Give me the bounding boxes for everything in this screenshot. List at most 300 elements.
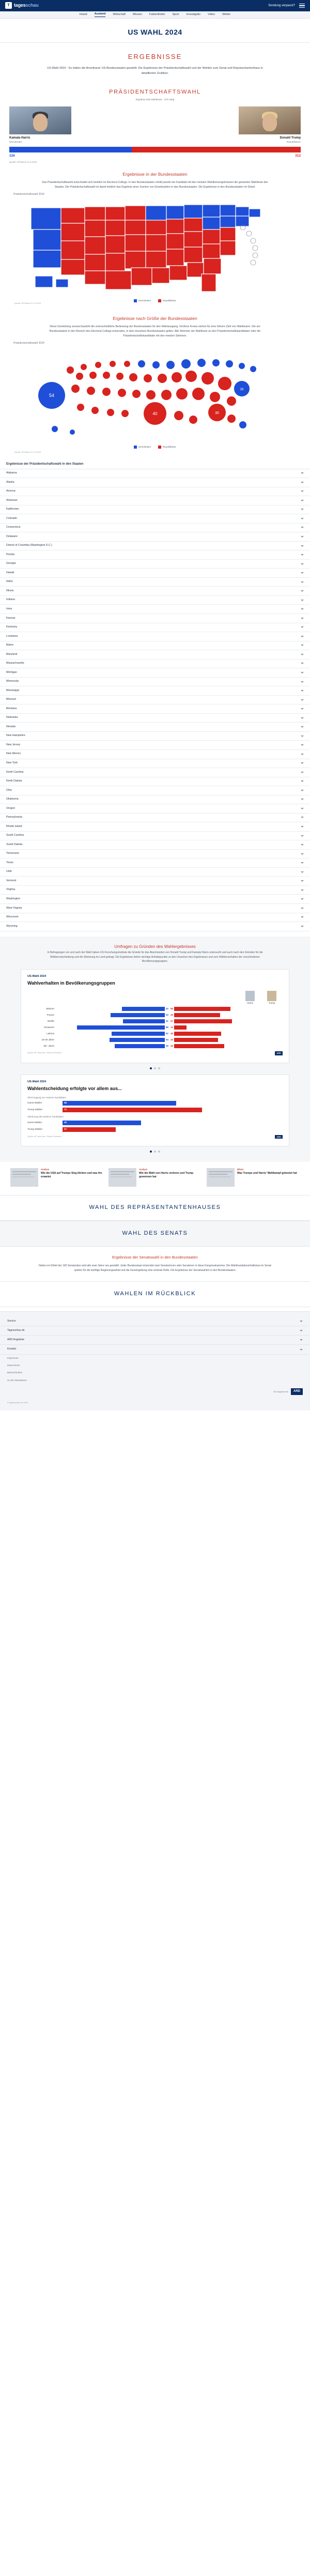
nav-item-video[interactable]: Video: [208, 12, 215, 16]
article-kicker: Bilanz: [237, 1168, 244, 1171]
state-accordion-row[interactable]: [0, 832, 310, 841]
state-name: District of Columbia (Washington D.C.): [6, 544, 52, 547]
state-name: Kansas: [6, 616, 16, 620]
elections-review-band[interactable]: WAHLEN IM RÜCKBLICK: [0, 1281, 310, 1307]
carousel-dot-3[interactable]: [158, 1151, 160, 1153]
state-name: Massachusetts: [6, 662, 24, 665]
chevron-down-icon: [301, 590, 304, 592]
group-bars-mid: [56, 1025, 283, 1030]
state-accordion-row[interactable]: [0, 840, 310, 850]
chevron-down-icon: [301, 518, 304, 519]
group-bar-row: [27, 1007, 283, 1011]
dem-value: 42: [165, 1007, 168, 1010]
state-accordion-row[interactable]: [0, 532, 310, 542]
legend-rep: Republikaner: [158, 299, 176, 302]
bar-label: Trump-Wähler: [27, 1108, 43, 1111]
state-accordion-row[interactable]: [0, 804, 310, 814]
chevron-down-icon: [301, 654, 304, 655]
state-name: Arizona: [6, 489, 16, 493]
bubble-map-block: [0, 308, 310, 457]
bubble-map-label: Präsidentschaftswahl 2024: [13, 341, 44, 345]
footer-link-impressum[interactable]: Impressum: [7, 1356, 19, 1359]
chevron-down-icon: [301, 799, 304, 800]
state-name: Maine: [6, 643, 14, 647]
copyright: © tagesschau.de 2024: [7, 1401, 28, 1404]
candidate-name: Kamala Harris: [9, 136, 30, 140]
state-name: Alaska: [6, 480, 14, 484]
rep-bar: [174, 1019, 232, 1023]
nav-item-faktenfinder[interactable]: Faktenfinder: [149, 12, 165, 16]
chevron-down-icon: [301, 898, 304, 900]
state-accordion-row[interactable]: [0, 904, 310, 913]
footer: [0, 1311, 310, 1410]
hamburger-icon[interactable]: [299, 4, 305, 8]
chevron-down-icon: [301, 581, 304, 583]
horizontal-bar-row: [27, 1101, 283, 1106]
nav-item-wetter[interactable]: Wetter: [222, 12, 231, 16]
chevron-down-icon: [301, 663, 304, 664]
chevron-down-icon: [301, 563, 304, 565]
mini-trump: Trump: [267, 991, 276, 1005]
rep-bar: [174, 1013, 220, 1017]
group2-bars: [27, 1121, 283, 1132]
chevron-down-icon: [301, 835, 304, 837]
article-item[interactable]: [109, 1168, 202, 1187]
state-name: New Mexico: [6, 752, 21, 756]
page-title: US WAHL 2024: [0, 19, 310, 43]
ard-badge: ARD: [275, 1135, 283, 1139]
bar: [63, 1108, 202, 1112]
chevron-down-icon: [301, 880, 304, 882]
state-accordion-row[interactable]: [0, 524, 310, 533]
state-accordion-row[interactable]: [0, 704, 310, 714]
state-name: Michigan: [6, 670, 17, 674]
mini-harris: Harris: [245, 991, 255, 1005]
group-bar-row: [27, 1025, 283, 1030]
group-label: Männer: [46, 1007, 54, 1010]
state-name: Rhode Island: [6, 824, 22, 828]
state-name: South Dakota: [6, 842, 23, 846]
chevron-down-icon: [301, 916, 304, 918]
chevron-down-icon: [301, 554, 304, 556]
states-accordion-title: Ergebnisse der Präsidentschaftswahl in den Staaten: [6, 462, 84, 466]
president-subtitle: Ergebnis 538 Wahlleute - 270 nötig: [135, 99, 175, 102]
chevron-down-icon: [301, 808, 304, 809]
article-title: Wie die USA auf Trumps Sieg blicken und was ihn erwartet: [41, 1171, 102, 1178]
chevron-down-icon: [301, 717, 304, 719]
state-accordion-row[interactable]: [0, 858, 310, 868]
ard-attribution: [0, 1384, 310, 1401]
article-item[interactable]: [207, 1168, 300, 1187]
state-name: Delaware: [6, 534, 18, 538]
chevron-down-icon: [301, 871, 304, 873]
chevron-down-icon: [301, 490, 304, 492]
intro-section: [0, 43, 310, 85]
state-name: Idaho: [6, 580, 13, 584]
state-name: Mississippi: [6, 688, 20, 692]
chevron-down-icon: [301, 772, 304, 773]
bar-value: 71: [64, 1108, 67, 1111]
state-accordion-row[interactable]: [0, 877, 310, 886]
chevron-down-icon: [301, 690, 304, 692]
senate-results-title: Ergebnisse der Senatswahl in den Bundesstaaten: [112, 1255, 198, 1260]
candidate-trump: [239, 106, 301, 144]
chevron-down-icon: [301, 500, 304, 501]
state-name: Florida: [6, 553, 14, 556]
article-title: Was Trumps und Harris' Wahlkampf gekostet hat: [237, 1171, 297, 1175]
state-accordion-row[interactable]: [0, 542, 310, 551]
state-accordion-row[interactable]: [0, 587, 310, 596]
article-thumbnail: [109, 1168, 136, 1187]
carousel-dot-1[interactable]: [150, 1151, 152, 1153]
state-accordion-row[interactable]: [0, 641, 310, 651]
candidate-party: Republikaner: [286, 140, 301, 143]
survey-card-motivation: [21, 1075, 289, 1147]
chevron-down-icon: [301, 608, 304, 610]
chevron-down-icon: [301, 853, 304, 855]
state-accordion-row[interactable]: [0, 505, 310, 515]
nav-item-investigativ[interactable]: Investigativ: [186, 12, 201, 16]
rep-value: 46: [171, 1032, 174, 1035]
svg-text:28: 28: [240, 388, 244, 392]
state-accordion-row[interactable]: [0, 668, 310, 678]
state-accordion-row[interactable]: [0, 814, 310, 823]
state-name: Tennessee: [6, 852, 20, 855]
chevron-down-icon: [301, 735, 304, 737]
state-accordion-row[interactable]: [0, 714, 310, 723]
state-name: Illinois: [6, 589, 14, 592]
nav-item-wirtschaft[interactable]: Wirtschaft: [113, 12, 126, 16]
state-accordion-row[interactable]: [0, 550, 310, 560]
group-bars-mid: [56, 1019, 283, 1023]
chevron-down-icon: [301, 754, 304, 755]
legend-dem: Demokraten: [134, 446, 151, 449]
group-bars: [27, 1007, 283, 1048]
article-thumbnail: [207, 1168, 235, 1187]
state-name: Ohio: [6, 788, 12, 792]
chevron-down-icon: [300, 1339, 303, 1341]
rep-bar: [174, 1025, 187, 1030]
state-name: Minnesota: [6, 680, 19, 683]
us-map-svg: [26, 197, 284, 298]
state-accordion-row[interactable]: [0, 614, 310, 623]
chevron-down-icon: [301, 890, 304, 891]
state-name: Missouri: [6, 698, 17, 701]
map-legend: [10, 299, 300, 302]
group-bar-row: [27, 1019, 283, 1023]
states-accordion-section: [0, 457, 310, 931]
state-accordion-row[interactable]: [0, 723, 310, 732]
candidate-photo: [9, 106, 71, 134]
chevron-down-icon: [301, 926, 304, 927]
chevron-down-icon: [301, 472, 304, 474]
electoral-vote-bar: [9, 147, 301, 152]
chevron-down-icon: [301, 536, 304, 538]
state-name: Louisiana: [6, 634, 18, 638]
state-name: West Virginia: [6, 906, 22, 910]
state-name: Alabama: [6, 471, 17, 475]
bar-label: Trump-Wähler: [27, 1127, 43, 1130]
state-accordion-row[interactable]: [0, 478, 310, 487]
bar-value: 58: [64, 1101, 67, 1105]
header-right: [268, 4, 305, 8]
bubble-map-svg: [26, 346, 284, 444]
group-label: Latinos: [47, 1032, 54, 1035]
state-accordion-row[interactable]: [0, 623, 310, 633]
us-electoral-map[interactable]: [10, 197, 300, 301]
chevron-down-icon: [301, 726, 304, 728]
chevron-down-icon: [301, 780, 304, 782]
horizontal-bar-row: [27, 1127, 283, 1132]
chevron-down-icon: [301, 545, 304, 547]
rep-bar: [174, 1044, 224, 1048]
state-name: Arkansas: [6, 498, 18, 502]
chevron-down-icon: [301, 636, 304, 637]
article-kicker: Analyse: [41, 1168, 50, 1171]
state-name: New Hampshire: [6, 734, 25, 738]
footer-row-service[interactable]: Service: [0, 1317, 310, 1326]
nav-item-wissen[interactable]: Wissen: [132, 12, 142, 16]
chevron-down-icon: [301, 817, 304, 818]
state-accordion-row[interactable]: [0, 850, 310, 859]
state-accordion-row[interactable]: [0, 487, 310, 497]
dem-bar: [110, 1038, 164, 1042]
card-source: Quelle: AP VoteCast / Edison Research: [27, 1052, 62, 1054]
state-accordion-row[interactable]: [0, 560, 310, 569]
chevron-down-icon: [301, 482, 304, 483]
state-accordion-row[interactable]: [0, 786, 310, 795]
dem-value: 86: [165, 1025, 168, 1029]
nav-item-sport[interactable]: Sport: [172, 12, 179, 16]
state-accordion-row[interactable]: [0, 678, 310, 687]
carousel-dot-3[interactable]: [158, 1067, 160, 1069]
chevron-down-icon: [301, 826, 304, 827]
logo-text: [14, 2, 39, 9]
state-name: Kentucky: [6, 625, 18, 629]
state-accordion-row[interactable]: [0, 650, 310, 660]
article-title: Wie die Wahl von Harris verloren und Trump gewonnen hat: [139, 1171, 194, 1178]
brand-secondary: schau: [25, 3, 39, 8]
state-accordion-row[interactable]: [0, 596, 310, 605]
state-name: Oklahoma: [6, 798, 19, 801]
senate-results-text: Neben im Drittel der 100 Senatssitze wird alle zwei Jahre neu gewählt. Jeder Bundesstaat entsendet zwei Senatorinnen oder Senatoren in diese Kongresskammer. Die Wahlmandatsverhältnisse im Senat spielen für die künftige Regierungsarbeit und die Gesetzgebung eine zentrale Rolle. Die Ergebnisse der Senatswahlen in den Bundesstaaten:: [39, 1264, 271, 1272]
brand-primary: tages: [14, 3, 26, 8]
us-bubble-map[interactable]: [10, 346, 300, 450]
chevron-down-icon: [301, 626, 304, 628]
state-name: Oregon: [6, 806, 16, 810]
state-name: Montana: [6, 707, 17, 710]
bar-value: 27: [64, 1127, 67, 1130]
chevron-down-icon: [301, 672, 304, 673]
chevron-down-icon: [300, 1330, 303, 1331]
svg-text:30: 30: [215, 411, 219, 416]
state-accordion-row[interactable]: [0, 514, 310, 524]
horizontal-bar-row: [27, 1121, 283, 1125]
carousel-dots[interactable]: [0, 1067, 310, 1069]
survey-section: [0, 937, 310, 1162]
group-bar-row: [27, 1044, 283, 1048]
state-accordion-row[interactable]: [0, 632, 310, 641]
state-name: Georgia: [6, 562, 16, 565]
chevron-down-icon: [301, 908, 304, 909]
footer-row-kontakt[interactable]: Kontakt: [0, 1345, 310, 1354]
chevron-down-icon: [301, 744, 304, 746]
chevron-down-icon: [301, 708, 304, 710]
state-accordion-row[interactable]: [0, 759, 310, 769]
intro-text: US-Wahl 2024 - So haben die Amerikaner US-Bundesstaaten gewählt. Die Ergebnisse der Präsidentschaftswahl und der Wahlen zum Senat und Repräsentantenhaus in detaillierten Grafiken.: [47, 67, 263, 75]
rep-bar: [174, 1032, 221, 1036]
dem-value: 49: [165, 1044, 168, 1047]
footer-row-tagesschau[interactable]: Tagesschau de: [0, 1326, 310, 1336]
card-footer: [27, 1051, 283, 1055]
missed-broadcast-link[interactable]: Sendung verpasst?: [268, 4, 295, 7]
state-name: Utah: [6, 870, 12, 873]
legend-rep: Republikaner: [158, 446, 176, 449]
state-name: Texas: [6, 861, 13, 864]
senate-results-block: [0, 1247, 310, 1281]
rep-value: 12: [171, 1025, 174, 1029]
group-bar-row: [27, 1032, 283, 1036]
rep-value: 55: [171, 1007, 174, 1010]
chevron-down-icon: [301, 762, 304, 764]
chevron-down-icon: [301, 699, 304, 701]
logo-mark-icon: T: [5, 2, 12, 9]
chevron-down-icon: [301, 527, 304, 528]
card-kicker: US-Wahl 2024: [27, 1080, 47, 1083]
state-accordion-row[interactable]: [0, 822, 310, 832]
state-accordion-row[interactable]: [0, 469, 310, 479]
group-bars-mid: [56, 1032, 283, 1036]
nav-item-inland[interactable]: Inland: [79, 12, 87, 16]
bar-value: 40: [64, 1121, 67, 1124]
group1-bars: [27, 1101, 283, 1112]
dem-value: 54: [165, 1038, 168, 1041]
state-accordion-row[interactable]: [0, 922, 310, 931]
state-accordion-row[interactable]: [0, 741, 310, 750]
dem-value: 41: [165, 1019, 168, 1022]
article-item[interactable]: [10, 1168, 103, 1187]
footer-link-newsletter[interactable]: Zu den Newslettern: [7, 1378, 27, 1382]
state-accordion-row[interactable]: [0, 768, 310, 777]
president-section: [0, 85, 310, 164]
main-nav: [0, 11, 310, 19]
electoral-vote-numbers: [9, 154, 301, 158]
state-accordion-row[interactable]: [0, 496, 310, 505]
dem-bar: [123, 1019, 165, 1023]
state-accordion-row[interactable]: [0, 686, 310, 696]
group-bars-mid: [56, 1044, 283, 1048]
state-name: Kalifornien: [6, 508, 19, 511]
state-accordion-row[interactable]: [0, 913, 310, 923]
state-name: North Dakota: [6, 779, 22, 783]
dem-bar: [115, 1044, 165, 1048]
group-bar-row: [27, 1038, 283, 1042]
state-accordion-row[interactable]: [0, 868, 310, 877]
chevron-down-icon: [301, 618, 304, 619]
chevron-down-icon: [300, 1321, 303, 1322]
state-accordion-row[interactable]: [0, 578, 310, 587]
bar: [63, 1127, 116, 1132]
group-bars-mid: [56, 1013, 283, 1017]
carousel-dot-2[interactable]: [154, 1067, 156, 1069]
group-label: 65+ Jahre: [43, 1044, 54, 1047]
states-accordion-list: [0, 469, 310, 931]
electoral-bar-wrap: [0, 144, 310, 159]
rep-vote-count: 312: [295, 154, 301, 158]
chevron-down-icon: [301, 681, 304, 683]
bar: [63, 1101, 176, 1106]
intro-title: ERGEBNISSE: [128, 53, 182, 61]
logo[interactable]: [5, 2, 39, 9]
state-name: North Carolina: [6, 770, 24, 774]
state-accordion-row[interactable]: [0, 696, 310, 705]
bubble-description: Diese Darstellung veranschaulicht die unterschiedliche Bedeutung der Bundesstaaten für den Wahlausgang. Größere Kreise stehen für eine höhere Zahl von Wahlleuten. Die am Bundesstaaten in den Bereich den Electoral College entsenden, in dem einzelnen Bundesstaaten gelten: Alle Stimmen der Wahlleute an den Präsidentschaftskandidaten oder die Präsidentschaftskandidatin mit den meisten Stimmen.: [49, 325, 261, 338]
survey-card-groups: [21, 969, 289, 1063]
chevron-down-icon: [301, 790, 304, 791]
carousel-dots-2[interactable]: [0, 1151, 310, 1153]
group2-label: Ablehnung des anderen Kandidaten: [27, 1115, 64, 1118]
card-title: Wahlverhalten in Bevölkerungsgruppen: [27, 980, 115, 986]
svg-text:40: 40: [152, 411, 158, 417]
carousel-dot-2[interactable]: [154, 1151, 156, 1153]
state-accordion-row[interactable]: [0, 569, 310, 578]
state-accordion-row[interactable]: [0, 732, 310, 741]
footer-link-datenschutz[interactable]: Datenschutz: [7, 1364, 20, 1367]
chevron-down-icon: [301, 844, 304, 846]
chevron-down-icon: [301, 509, 304, 510]
dem-bar: [122, 1007, 165, 1011]
group-bar-row: [27, 1013, 283, 1017]
footer-link-barrierefreiheit[interactable]: Barrierefreiheit: [7, 1371, 22, 1374]
dem-bar: [77, 1025, 165, 1030]
state-accordion-row[interactable]: [0, 895, 310, 904]
senate-election-band[interactable]: WAHL DES SENATS: [0, 1221, 310, 1247]
ard-logo: ARD: [291, 1388, 303, 1395]
state-name: New Jersey: [6, 743, 21, 746]
dem-value: 52: [165, 1032, 168, 1035]
group1-label: Überzeugung von meinem Kandidaten: [27, 1096, 66, 1099]
state-name: Nevada: [6, 725, 16, 728]
electoral-title: Ergebnisse in der Bundesstaaten: [122, 171, 188, 177]
state-name: Wisconsin: [6, 915, 19, 919]
nav-item-ausland[interactable]: Ausland: [95, 12, 106, 18]
carousel-dot-1[interactable]: [150, 1067, 152, 1069]
state-accordion-row[interactable]: [0, 795, 310, 805]
state-name: South Carolina: [6, 834, 24, 837]
state-accordion-row[interactable]: [0, 886, 310, 895]
dem-bar: [111, 1013, 164, 1017]
survey-subtext: In Befragungen vor und nach der Wahl haben US-Forschungsinstitute die Gründe für das Abschneiden von Donald Trump und Kamala Harris untersucht und auch nach den Gründen für die Wählerentscheidung und die Stimmung im Land gefragt. Die Ergebnisse liefern wichtige Anhaltspunkte zu den Ursachen des Ergebnisses und zum Wählerverhalten der verschiedenen Bevölkerungsgruppen.: [47, 951, 263, 963]
bubble-legend: [10, 446, 300, 449]
state-name: Vermont: [6, 879, 17, 882]
dem-bar: [112, 1032, 164, 1036]
chevron-down-icon: [300, 1349, 303, 1351]
rep-value: 49: [171, 1044, 174, 1047]
state-accordion-row[interactable]: [0, 605, 310, 614]
state-accordion-row[interactable]: [0, 750, 310, 759]
state-accordion-row[interactable]: [0, 777, 310, 787]
chevron-down-icon: [301, 862, 304, 864]
state-name: Iowa: [6, 607, 12, 610]
card-title: Wahlentscheidung erfolgte vor allem aus...: [27, 1085, 122, 1091]
state-accordion-row[interactable]: [0, 660, 310, 669]
house-election-band[interactable]: WAHL DES REPRÄSENTANTENHAUSES: [0, 1195, 310, 1221]
rep-value: 57: [171, 1019, 174, 1022]
candidate-name: Donald Trump: [280, 136, 301, 140]
footer-row-ard[interactable]: ARD Angebote: [0, 1336, 310, 1345]
article-list: [0, 1162, 310, 1195]
electoral-description: Das Präsidentschaftswahl entscheidet sich letztlich im Electoral College. In den Bundesstaaten erhält jeweils der Kandidat mit den meisten Wahlkreisergebnissen die gesamten Wahlleute des Staates. Die Präsidentschaftswahl ist damit letztlich das Ergebnis einer Summe von Einzelwahlen in den Bundesstaaten. Die Ergebnisse in den Bundesstaaten im Detail:: [42, 181, 268, 189]
